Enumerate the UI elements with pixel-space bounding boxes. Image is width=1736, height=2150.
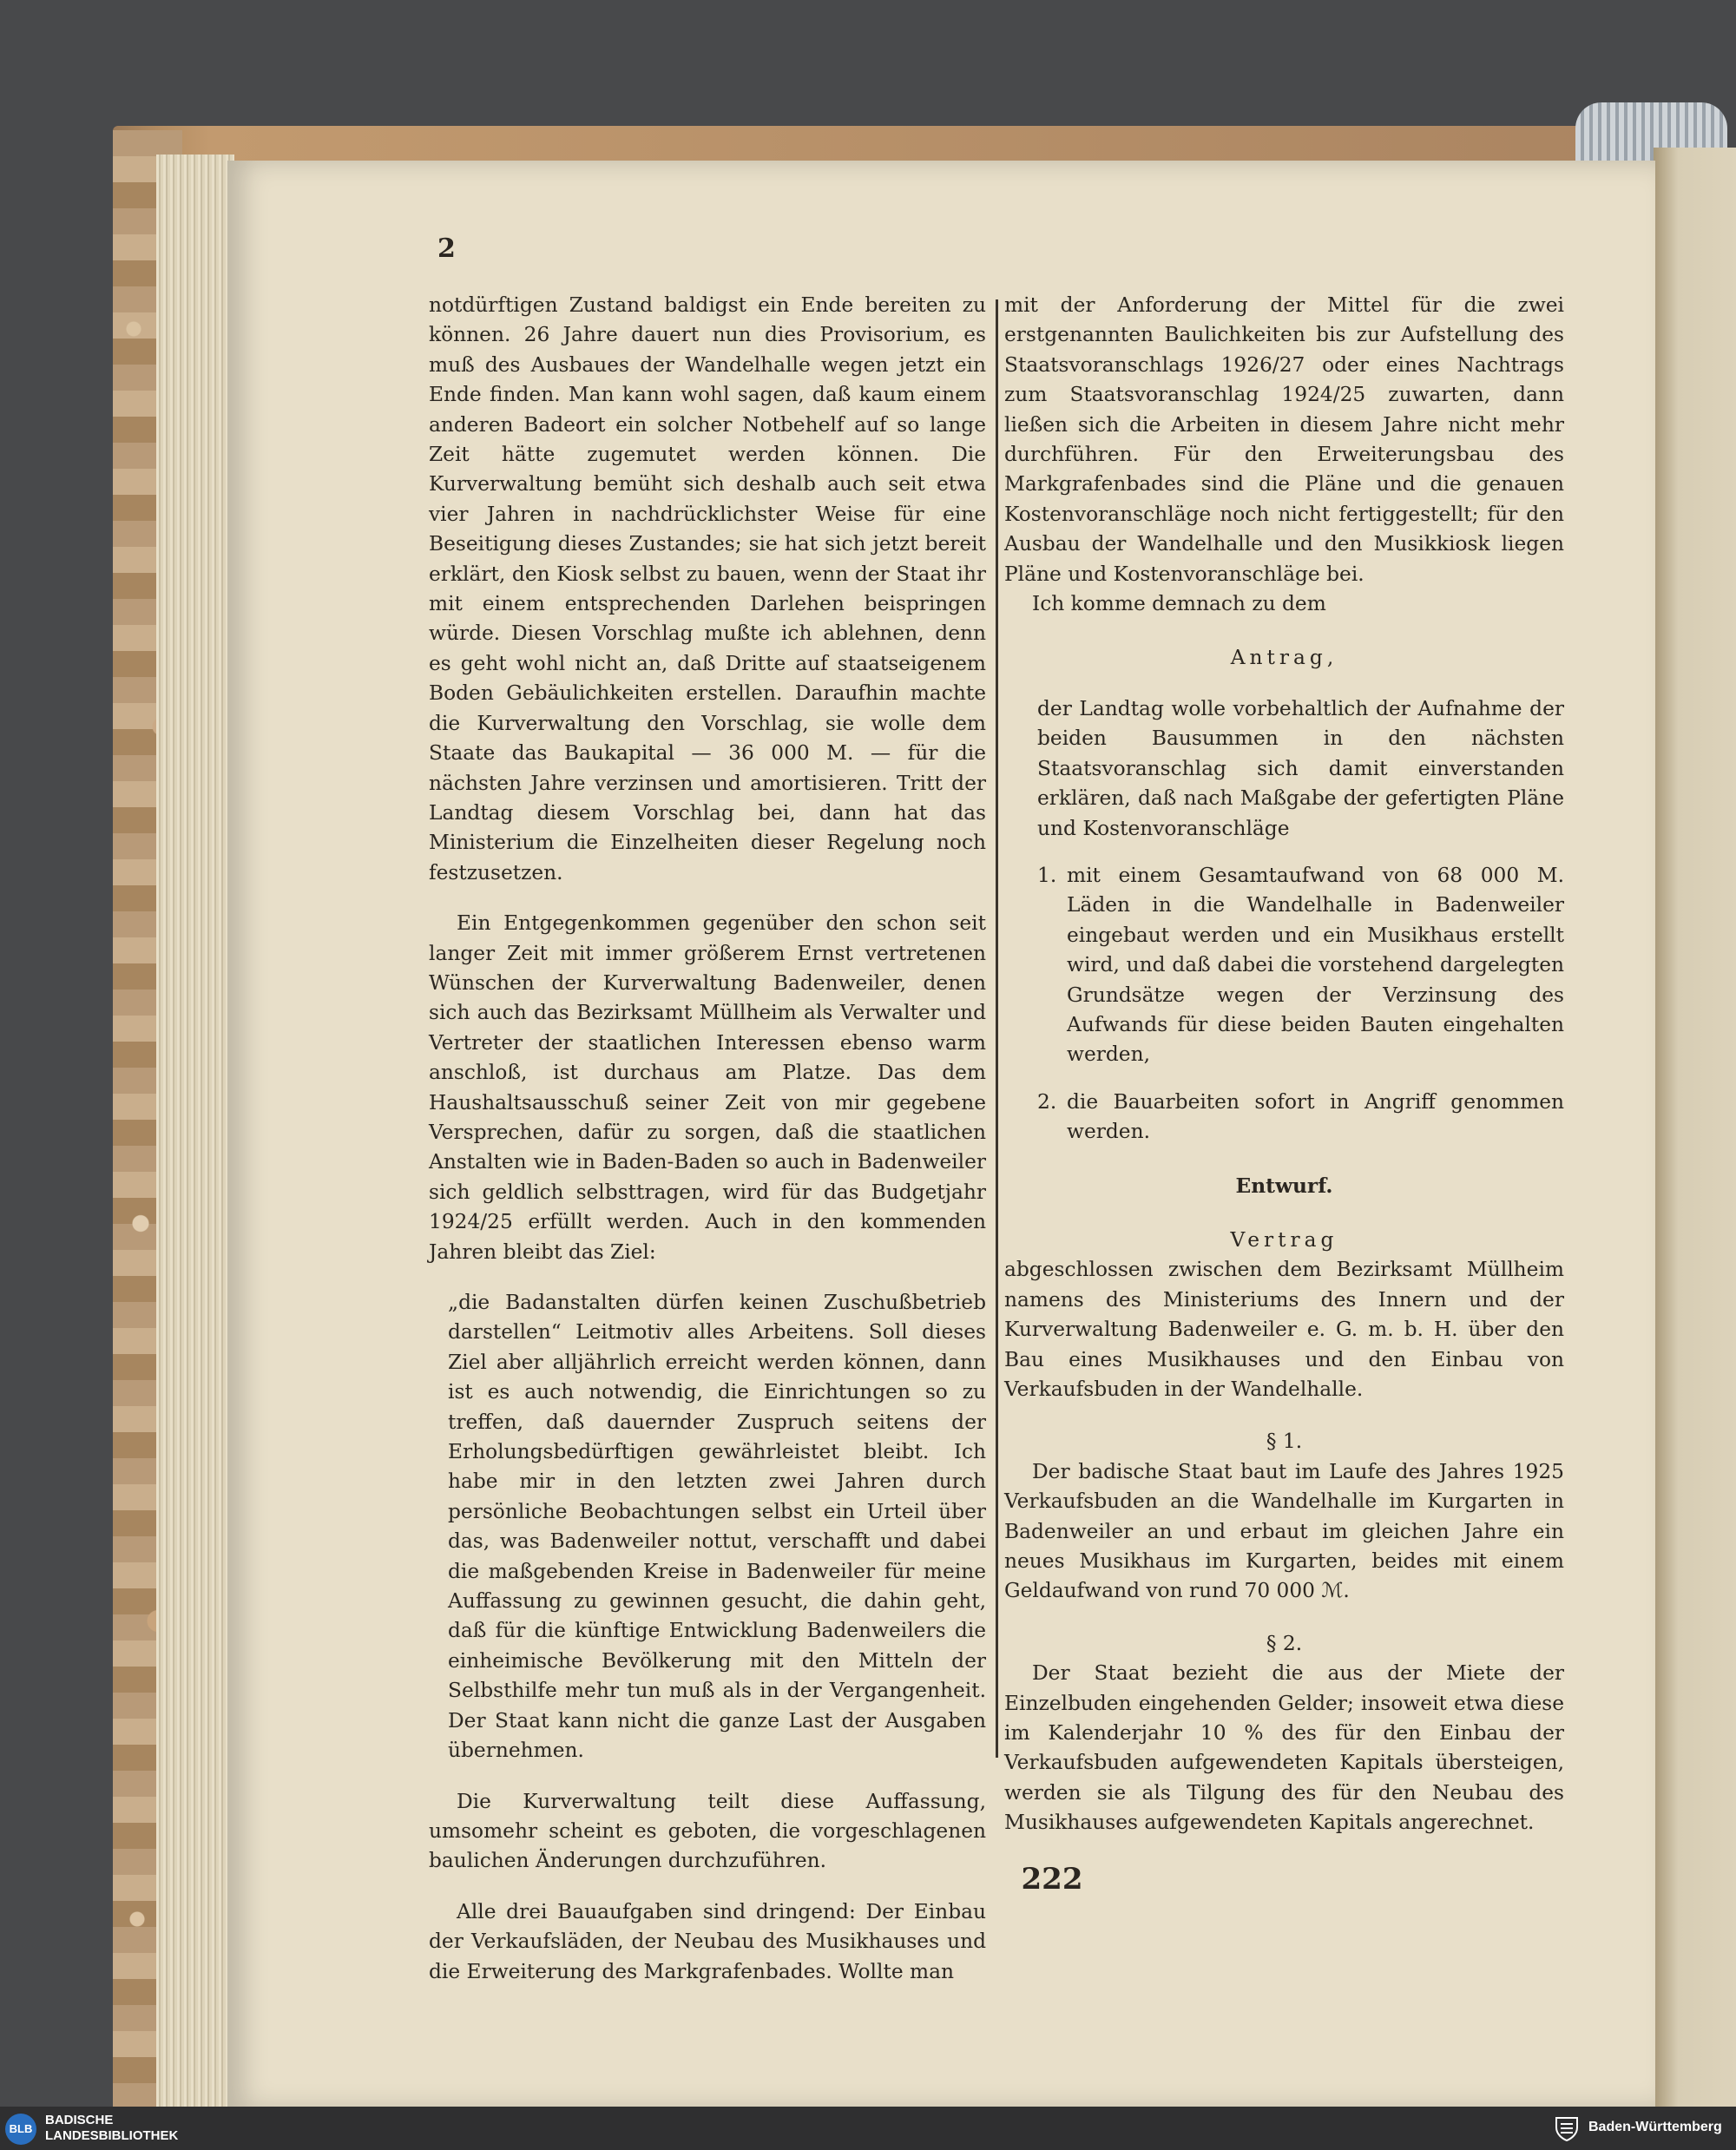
antrag-item bbox=[1004, 1088, 1564, 1147]
paragraph: mit der Anforderung der Mittel für die zwei erstgenannten Baulichkeiten bis zur Aufstellung des Staatsvoranschlags 1926/27 oder eines Nachtrags zum Staatsvoranschlag 1924/25 zuwarten, dann ließen sich die Arbeiten in diesem Jahre nicht mehr durchführen. Für den Erweiterungsbau des Markgrafenbades sind die Pläne und die genauen Kostenvoranschläge noch nicht fertiggestellt; für den Ausbau der Wandelhalle und den Musikkiosk liegen Pläne und Kostenvoranschläge bei. bbox=[1004, 293, 1564, 586]
blb-logo[interactable]: BLB bbox=[5, 2114, 36, 2145]
paragraph: notdürftigen Zustand baldigst ein Ende bereiten zu können. 26 Jahre dauert nun dies Provisorium, es muß des Ausbaues der Wandelhalle wegen jetzt ein Ende finden. Man kann wohl sagen, daß kaum einem anderen Badeort ein solcher Notbehelf auf so lange Zeit hätte zugemutet werden können. Die Kurverwaltung bemüht sich deshalb auch seit etwa vier Jahren in nachdrücklichster Weise für eine Beseitigung dieses Zustandes; sie hat sich jetzt bereit erklärt, den Kiosk selbst zu bauen, wenn der Staat ihr mit einem entsprechenden Darlehen beispringen würde. Diesen Vorschlag mußte ich ablehnen, denn es geht wohl nicht an, daß Dritte auf staatseigenem Boden Gebäulichkeiten erstellen. Daraufhin machte die Kurverwaltung den Vorschlag, sie wolle dem Staate das Baukapital — 36 000 M. — für die nächsten Jahre verzinsen und amortisieren. Tritt der Landtag diesem Vorschlag bei, dann hat das Ministerium die Einzelheiten dieser Regelung noch festzusetzen. bbox=[429, 293, 986, 884]
vertrag-heading: Vertrag bbox=[1230, 1227, 1338, 1252]
item-number: 1. bbox=[1037, 863, 1057, 887]
right-column bbox=[1004, 291, 1564, 1838]
library-name-line1: BADISCHE bbox=[45, 2113, 114, 2127]
book-page bbox=[227, 161, 1655, 2109]
page-number-top: 2 bbox=[437, 233, 456, 264]
item-number: 2. bbox=[1037, 1089, 1057, 1114]
item-text: die Bauarbeiten sofort in Angriff genommen werden. bbox=[1067, 1089, 1564, 1144]
entwurf-heading: Entwurf. bbox=[1235, 1174, 1333, 1198]
paragraph: Ein Entgegenkommen gegenüber den schon seit langer Zeit mit immer größerem Ernst vertretenen Wünschen der Kurverwaltung Badenweiler, denen sich auch das Bezirksamt Müllheim als Verwalter und Vertreter der staatlichen Interessen ebenso warm anschloß, ist durchaus am Platze. Das dem Haushaltsausschuß seiner Zeit von mir gegebene Versprechen, dafür zu sorgen, daß die staatlichen Anstalten wie in Baden-Baden so auch in Badenweiler sich geldlich selbsttragen, wird für das Budgetjahr 1924/25 erfüllt werden. Auch in den kommenden Jahren bleibt das Ziel: bbox=[429, 911, 986, 1264]
left-column bbox=[429, 291, 986, 1987]
paragraph: abgeschlossen zwischen dem Bezirksamt Müllheim namens des Ministeriums des Innern und der Kurverwaltung Badenweiler e. G. m. b. H. über den Bau eines Musikhauses und den Einbau von Verkaufsbuden in der Wandelhalle. bbox=[1004, 1258, 1564, 1401]
antrag-text: der Landtag wolle vorbehaltlich der Aufnahme der beiden Bausummen in den nächsten Staatsvoranschlag sich damit einverstanden erklären, daß nach Maßgabe der gefertigten Pläne und Kostenvoranschläge bbox=[1037, 696, 1564, 840]
antrag-heading: Antrag, bbox=[1230, 646, 1338, 670]
right-page-edge bbox=[1654, 148, 1736, 2127]
antrag-item bbox=[1004, 861, 1564, 1070]
item-text: mit einem Gesamtaufwand von 68 000 M. Läden in die Wandelhalle in Badenweiler eingebaut werden und ein Musikhaus erstellt wird, und daß dabei die vorstehend dargelegten Grundsätze wegen der Verzinsung des Aufwands für diese beiden Bauten eingehalten werden, bbox=[1067, 863, 1564, 1067]
state-name: Baden-Württemberg bbox=[1588, 2120, 1722, 2134]
coat-of-arms-icon bbox=[1554, 2115, 1580, 2141]
paragraph: Der badische Staat baut im Laufe des Jahres 1925 Verkaufsbuden an die Wandelhalle im Kurgarten in Badenweiler an und erbaut im gleichen Jahre ein neues Musikhaus im Kurgarten, beides mit einem Geldaufwand von rund 70 000 ℳ. bbox=[1004, 1459, 1564, 1603]
column-divider bbox=[996, 299, 998, 1758]
quoted-paragraph: „die Badanstalten dürfen keinen Zuschußbetrieb darstellen“ Leitmotiv alles Arbeitens. Soll dieses Ziel aber alljährlich erreicht werden können, dann ist es auch notwendig, die Einrichtungen so zu treffen, daß dauernder Zuspruch seitens der Erholungsbedürftigen gewährleistet bleibt. Ich habe mir in den letzten zwei Jahren durch persönliche Beobachtungen selbst ein Urteil über das, was Badenweiler nottut, verschafft und dabei die maßgebenden Kreise in Badenweiler für meine Auffassung zu gewinnen gesucht, die dahin geht, daß für die künftige Entwicklung Badenweilers die einheimische Bevölkerung mit den Mitteln der Selbsthilfe mehr tun muß als in der Vergangenheit. Der Staat kann nicht die ganze Last der Ausgaben übernehmen. bbox=[448, 1291, 986, 1763]
footer-bar bbox=[0, 2107, 1736, 2150]
paragraph: Ich komme demnach zu dem bbox=[1032, 592, 1326, 616]
page-number-bottom: 222 bbox=[1021, 1862, 1083, 1897]
paragraph: Die Kurverwaltung teilt diese Auffassung, umsomehr scheint es geboten, die vorgeschlagenen baulichen Änderungen durchzuführen. bbox=[429, 1789, 986, 1873]
page-stack-edge bbox=[156, 155, 234, 2118]
library-name-line2: LANDESBIBLIOTHEK bbox=[45, 2128, 179, 2143]
library-name[interactable] bbox=[45, 2113, 178, 2144]
section-heading: § 2. bbox=[1266, 1631, 1303, 1655]
paragraph: Alle drei Bauaufgaben sind dringend: Der Einbau der Verkaufsläden, der Neubau des Musikhauses und die Erweiterung des Markgrafenbades. Wollte man bbox=[429, 1899, 986, 1983]
section-heading: § 1. bbox=[1266, 1430, 1303, 1454]
paragraph: Der Staat bezieht die aus der Miete der Einzelbuden eingehenden Gelder; insoweit etwa diese im Kalenderjahr 10 % des für den Einbau der Verkaufsbuden aufgewendeten Kapitals übersteigen, werden sie als Tilgung des für den Neubau des Musikhauses aufgewendeten Kapitals angerechnet. bbox=[1004, 1661, 1564, 1835]
